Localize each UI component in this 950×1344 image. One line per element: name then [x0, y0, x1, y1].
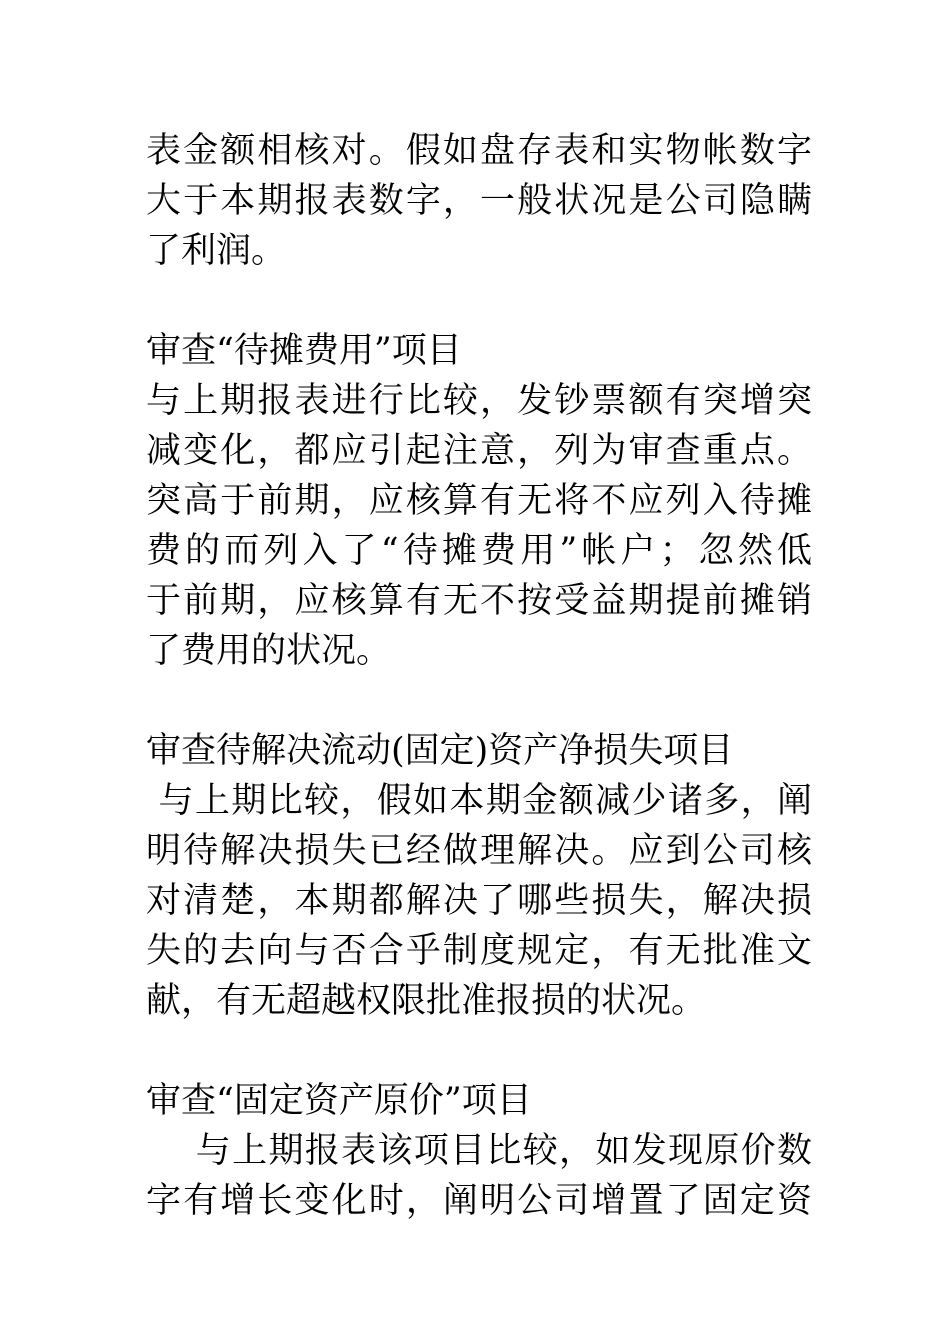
paragraph-line: 明待解决损失已经做理解决。应到公司核	[146, 831, 812, 871]
paragraph-line: 与上期报表该项目比较，如发现原价数	[146, 1131, 812, 1171]
paragraph-line: 与上期比较，假如本期金额减少诸多，阐	[146, 781, 812, 821]
paragraph-line: 对清楚，本期都解决了哪些损失，解决损	[146, 881, 812, 921]
section-heading-prepaid-expenses: 审查“待摊费用”项目	[146, 331, 462, 371]
paragraph-line: 了利润。	[146, 231, 287, 271]
paragraph-line: 表金额相核对。假如盘存表和实物帐数字	[146, 131, 812, 171]
paragraph-line: 献，有无超越权限批准报损的状况。	[146, 981, 707, 1021]
section-heading-fixed-asset-cost: 审查“固定资产原价”项目	[146, 1081, 532, 1121]
paragraph-line: 与上期报表进行比较，发钞票额有突增突	[146, 381, 812, 421]
paragraph-line: 大于本期报表数字，一般状况是公司隐瞒	[146, 181, 812, 221]
paragraph-line: 字有增长变化时，阐明公司增置了固定资	[146, 1181, 812, 1221]
paragraph-line: 于前期，应核算有无不按受益期提前摊销	[146, 581, 812, 621]
paragraph-gap	[146, 276, 812, 326]
paragraph-line: 减变化，都应引起注意，列为审查重点。	[146, 431, 812, 471]
document-body	[146, 126, 812, 1226]
paragraph-line: 费的而列入了“待摊费用”帐户；忽然低	[146, 531, 812, 571]
paragraph-line: 失的去向与否合乎制度规定，有无批准文	[146, 931, 812, 971]
paragraph-line: 突高于前期，应核算有无将不应列入待摊	[146, 481, 812, 521]
paragraph-gap	[146, 676, 812, 726]
paragraph-line: 了费用的状况。	[146, 631, 392, 671]
section-heading-pending-asset-losses: 审查待解决流动(固定)资产净损失项目	[146, 731, 734, 771]
paragraph-gap	[146, 1026, 812, 1076]
